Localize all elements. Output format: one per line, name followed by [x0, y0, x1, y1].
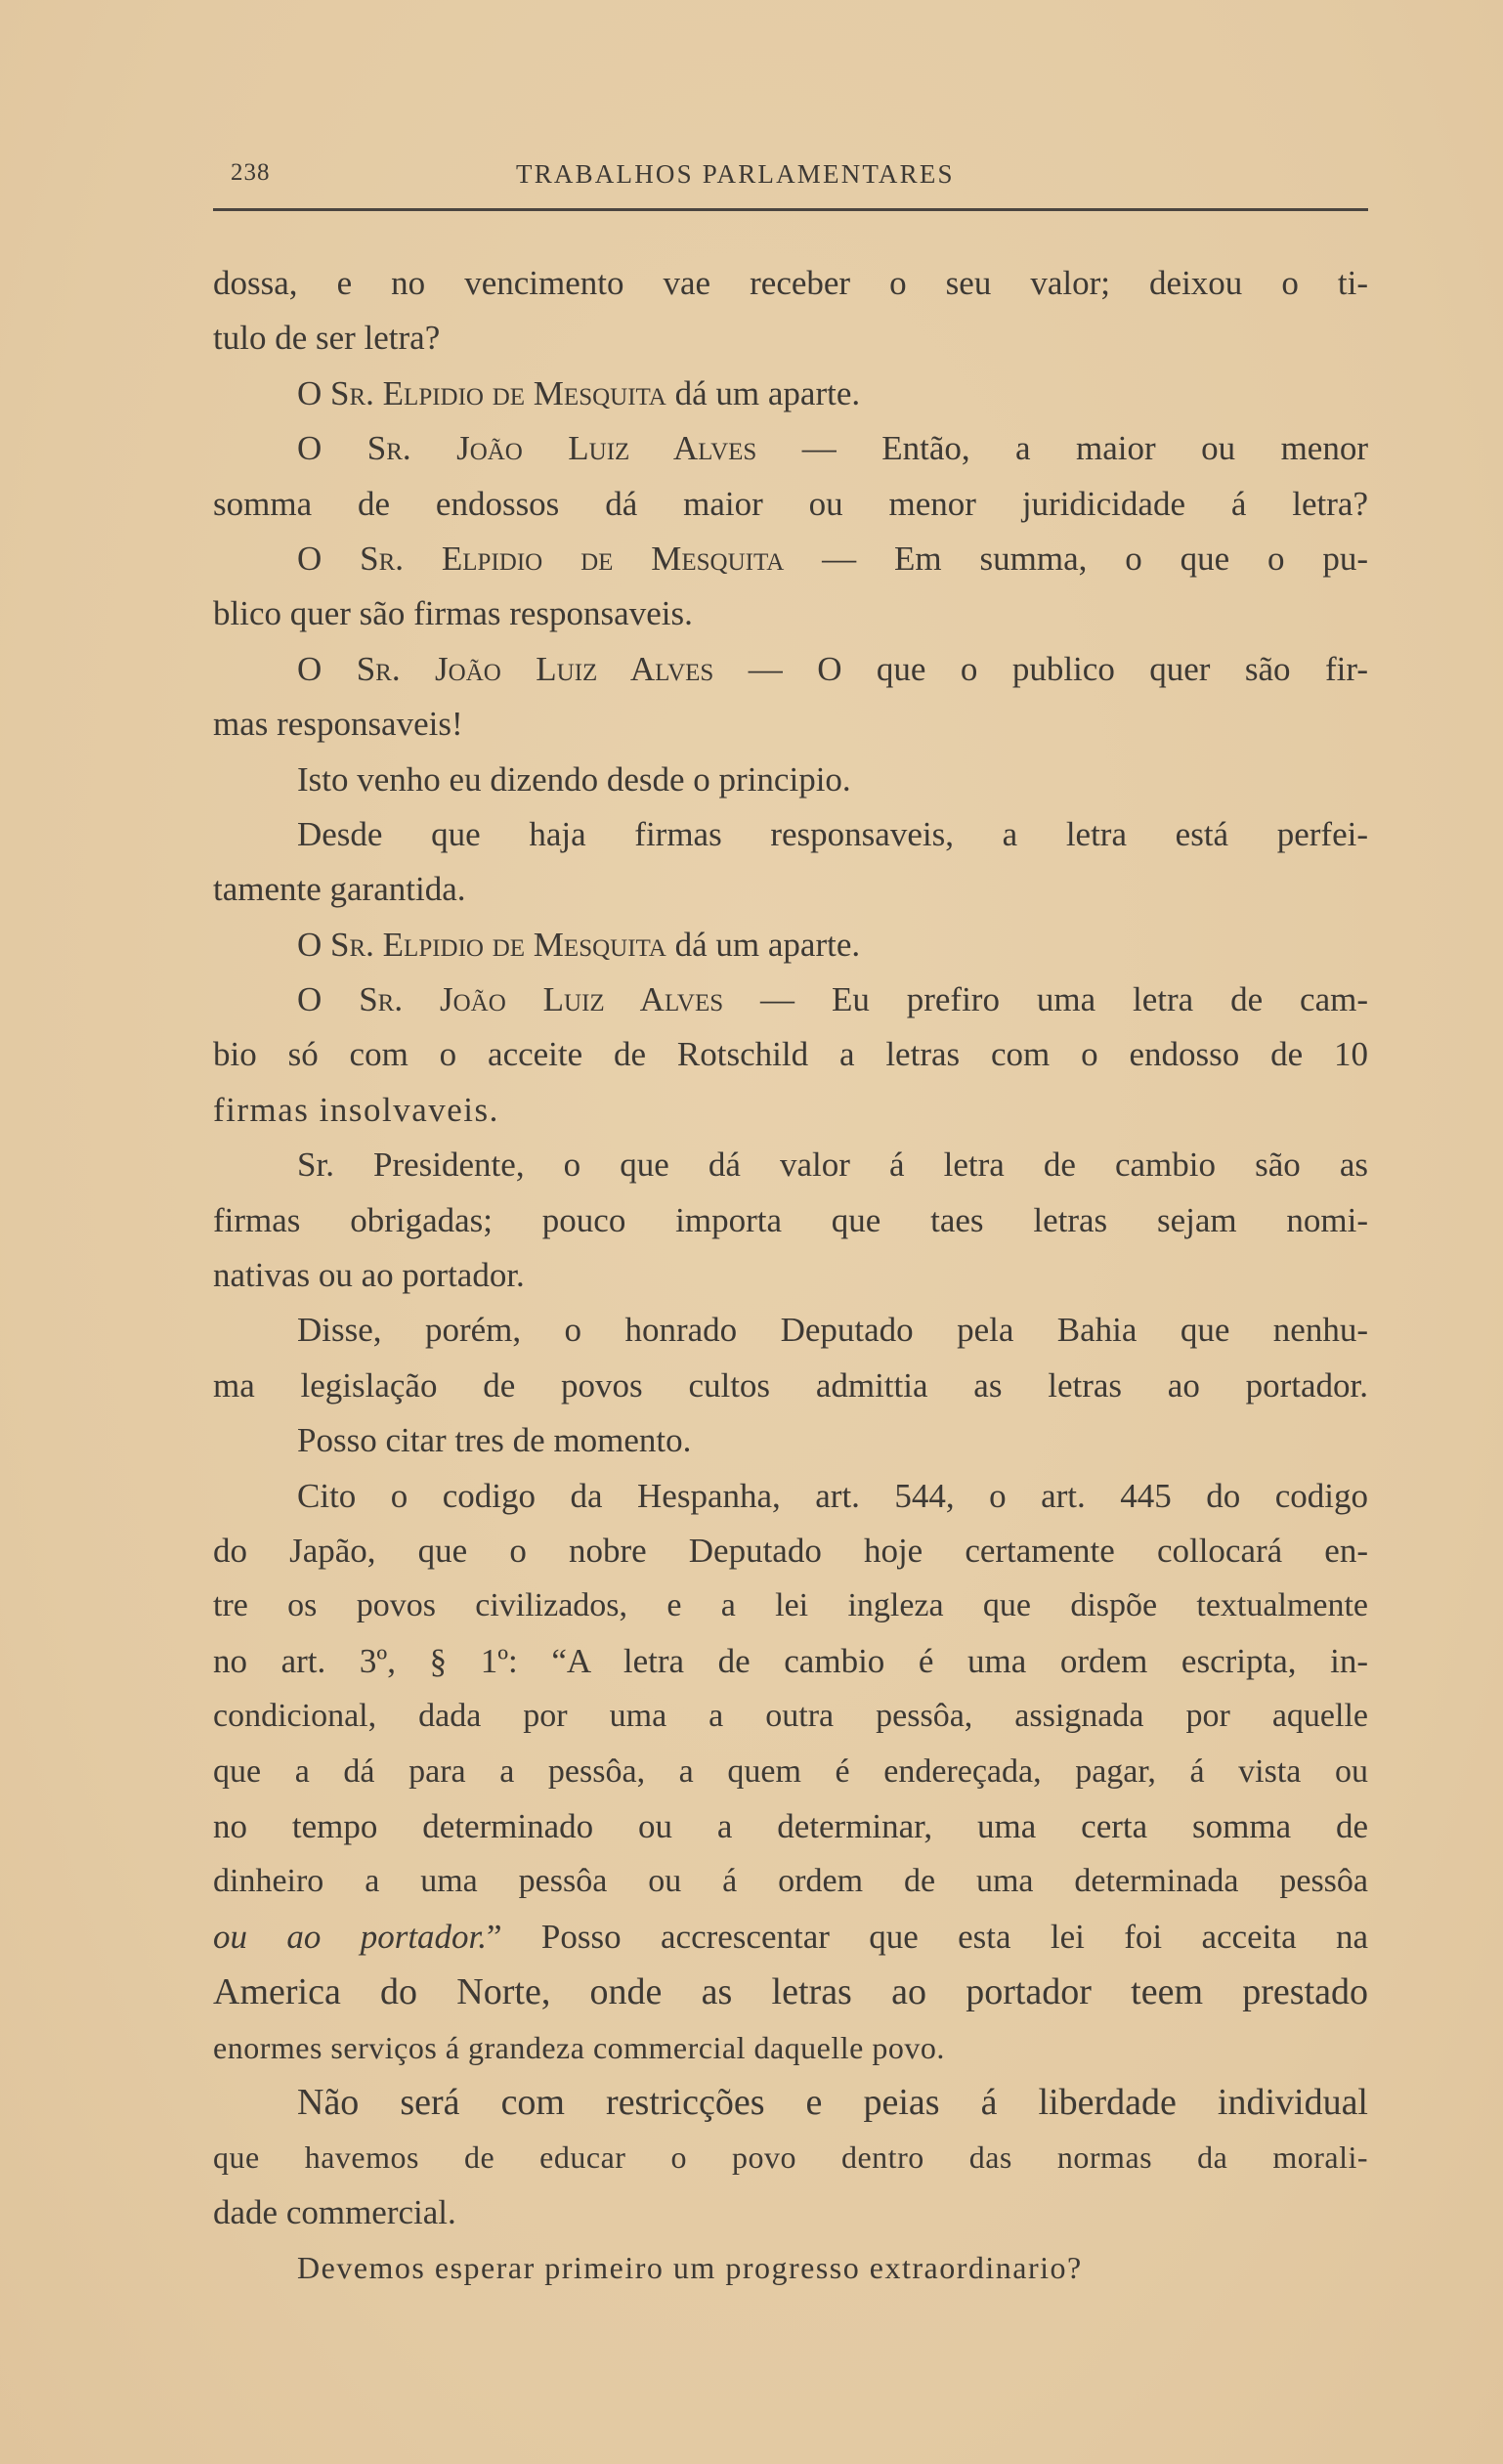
text-line: enormes serviços á grandeza commercial daquelle povo. [213, 2029, 945, 2065]
text-fragment: — O que o publico quer são fir- [713, 649, 1368, 688]
speaker-line [213, 532, 1368, 586]
text-line: condicional, dada por uma a outra pessôa, assignada por aquelle [213, 1698, 1368, 1735]
text-fragment: O [297, 980, 360, 1019]
speaker-name: Sr. Elpidio de Mesquita [360, 539, 785, 578]
text-fragment: dá um aparte. [666, 925, 861, 964]
text-line: dossa, e no vencimento vae receber o seu valor; deixou o ti- [213, 264, 1368, 302]
text-line: nativas ou ao portador. [213, 1256, 525, 1295]
speaker-name: Sr. João Luiz Alves [356, 649, 714, 688]
text-line: do Japão, que o nobre Deputado hoje certamente collocará en- [213, 1531, 1368, 1570]
text-fragment: O [297, 539, 361, 578]
page-header [213, 159, 1368, 198]
text-fragment: ” Posso accrescentar que esta lei foi acceita na [487, 1917, 1368, 1956]
text-line: tre os povos civilizados, e a lei ingleza que dispõe textualmente [213, 1587, 1368, 1624]
text-line: Desde que haja firmas responsaveis, a letra está perfei- [297, 814, 1368, 853]
text-line: mas responsaveis! [213, 705, 463, 744]
text-fragment: O [297, 373, 331, 412]
page-number: 238 [231, 159, 271, 186]
text-line: Não será com restricções e peias á liberdade individual [297, 2081, 1368, 2123]
text-line: tamente garantida. [213, 870, 466, 909]
text-line: Posso citar tres de momento. [297, 1421, 692, 1460]
body-text [213, 256, 1368, 2295]
text-fragment: — Em summa, o que o pu- [784, 539, 1368, 578]
text-line: somma de endossos dá maior ou menor juridicidade á letra? [213, 484, 1368, 523]
text-line: Devemos esperar primeiro um progresso extraordinario? [297, 2250, 1083, 2286]
speaker-name: Sr. Elpidio de Mesquita [330, 373, 666, 412]
text-line: dade commercial. [213, 2192, 456, 2231]
header-rule [213, 208, 1368, 211]
speaker-line [213, 973, 1368, 1027]
text-fragment: O [297, 649, 357, 688]
text-line: Isto venho eu dizendo desde o principio. [297, 759, 851, 799]
text-line: bio só com o acceite de Rotschild a letras com o endosso de 10 [213, 1035, 1368, 1074]
text-fragment: — Então, a maior ou menor [756, 429, 1368, 468]
speaker-name: Sr. Elpidio de Mesquita [330, 925, 666, 964]
text-line: ma legislação de povos cultos admittia as letras ao portador. [213, 1365, 1368, 1405]
text-fragment: — Eu prefiro uma letra de cam- [723, 980, 1368, 1019]
speaker-line [213, 421, 1368, 476]
speaker-name: Sr. João Luiz Alves [359, 980, 724, 1019]
text-line: que havemos de educar o povo dentro das normas da morali- [213, 2140, 1368, 2176]
speaker-line [213, 367, 1368, 421]
text-line: blico quer são firmas responsaveis. [213, 594, 693, 633]
speaker-line [213, 918, 1368, 973]
text-line: dinheiro a uma pessôa ou á ordem de uma determinada pessôa [213, 1863, 1368, 1900]
text-line: no tempo determinado ou a determinar, uma certa somma de [213, 1806, 1368, 1845]
speaker-line [213, 642, 1368, 697]
text-line: firmas obrigadas; pouco importa que taes letras sejam nomi- [213, 1200, 1368, 1239]
running-title: TRABALHOS PARLAMENTARES [516, 159, 955, 189]
text-line: firmas insolvaveis. [213, 1090, 499, 1129]
text-fragment: dá um aparte. [666, 373, 861, 412]
text-fragment: O [297, 429, 367, 468]
speaker-name: Sr. João Luiz Alves [366, 429, 757, 468]
text-line: que a dá para a pessôa, a quem é endereçada, pagar, á vista ou [213, 1752, 1368, 1790]
text-fragment: O [297, 925, 331, 964]
text-line [213, 1910, 1368, 1965]
text-line: Cito o codigo da Hespanha, art. 544, o art. 445 do codigo [297, 1476, 1368, 1515]
text-line: Sr. Presidente, o que dá valor á letra de cambio são as [297, 1146, 1368, 1185]
italic-quote-end: ou ao portador. [213, 1917, 488, 1956]
text-line: tulo de ser letra? [213, 319, 441, 358]
text-line: no art. 3º, § 1º: “A letra de cambio é uma ordem escripta, in- [213, 1641, 1368, 1680]
text-line: Disse, porém, o honrado Deputado pela Bahia que nenhu- [297, 1311, 1368, 1350]
text-line: America do Norte, onde as letras ao portador teem prestado [213, 1971, 1368, 2013]
